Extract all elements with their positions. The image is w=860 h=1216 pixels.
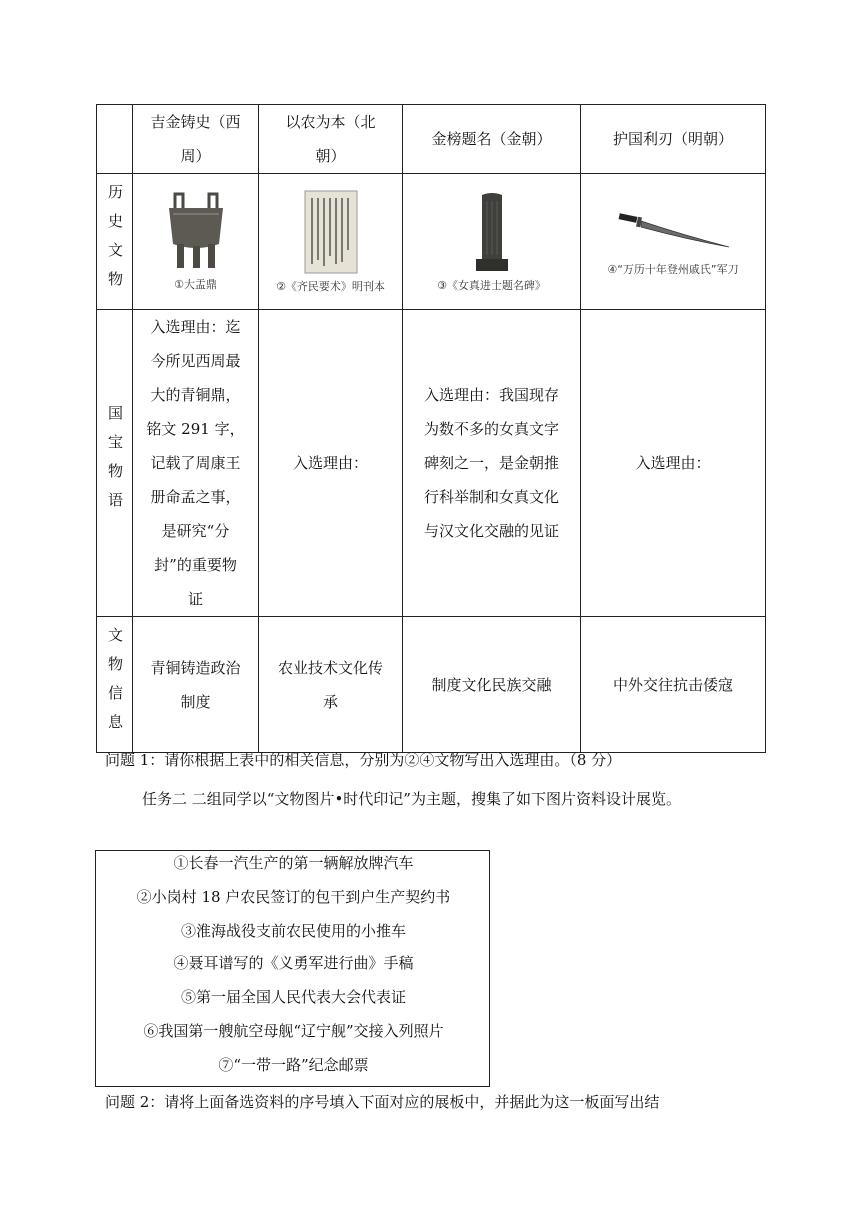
story-text-1: [139, 310, 252, 616]
row-label-story: 国宝物语: [97, 310, 133, 617]
materials-box: [95, 850, 490, 1087]
artifact-caption: ①大盂鼎: [174, 277, 217, 291]
info-cell-4: 中外交往抗击倭寇: [581, 617, 766, 753]
story-cell-2: 入选理由：: [259, 310, 403, 617]
question-2: 问题 2：请将上面备选资料的序号填入下面对应的展板中，并据此为这一板面写出结: [105, 1093, 660, 1111]
material-item: ④聂耳谱写的《义勇军进行曲》手稿: [173, 954, 414, 972]
book-icon: [304, 190, 358, 274]
story-line: 碑刻之一，是金朝推: [423, 454, 559, 472]
material-item: ①长春一汽生产的第一辆解放牌汽车: [173, 854, 414, 872]
artifact-cell-4: [581, 174, 766, 310]
table-row-info: [97, 617, 766, 753]
story-cell-1: [133, 310, 259, 617]
info-cell-2: 农业技术文化传 承: [259, 617, 403, 753]
table-row-artifacts: [97, 174, 766, 310]
story-line: 证: [187, 590, 203, 608]
material-item: ⑥我国第一艘航空母舰“辽宁舰”交接入列照片: [143, 1022, 444, 1040]
material-item: ③淮海战役支前农民使用的小推车: [180, 922, 406, 940]
story-line: 入选理由：我国现存: [423, 386, 559, 404]
story-line: 与汉文化交融的见证: [423, 522, 559, 540]
story-cell-4: 入选理由：: [581, 310, 766, 617]
story-line: 为数不多的女真文字: [423, 420, 559, 438]
story-line: 册命孟之事，: [150, 488, 241, 506]
story-line: 今所见西周最: [150, 352, 241, 370]
artifact-caption: ④“万历十年登州戚氏”军刀: [607, 262, 739, 276]
story-line: 入选理由：迄: [150, 318, 241, 336]
story-line: 记载了周康王: [150, 454, 241, 472]
material-item: ②小岗村 18 户农民签订的包干到户生产契约书: [136, 888, 451, 906]
story-line: 是研究“分: [161, 522, 230, 540]
header-col-3: 金榜题名（金朝）: [403, 105, 581, 174]
info-cell-3: 制度文化民族交融: [403, 617, 581, 753]
row-label-info: 文物信息: [97, 617, 133, 753]
artifact-caption: ②《齐民要术》明刊本: [276, 279, 385, 293]
info-cell-1: 青铜铸造政治 制度: [133, 617, 259, 753]
table-row-story: [97, 310, 766, 617]
ding-icon: [161, 192, 231, 272]
story-line: 铭文 291 字，: [146, 420, 245, 438]
header-col-4: 护国利刃（明朝）: [581, 105, 766, 174]
stele-icon: [472, 191, 512, 273]
artifact-cell-3: [403, 174, 581, 310]
story-line: 封”的重要物: [154, 556, 237, 574]
material-item: ⑤第一届全国人民代表大会代表证: [180, 988, 406, 1006]
row-label-artifacts: 历史文物: [97, 174, 133, 310]
material-item: ⑦“一带一路”纪念邮票: [218, 1056, 369, 1074]
task-2-paragraph: 任务二 二组同学以“文物图片•时代印记”为主题，搜集了如下图片资料设计展览。: [142, 790, 681, 808]
sword-icon: [613, 207, 733, 257]
artifact-caption: ③《女真进士题名碑》: [437, 278, 546, 292]
table-header-row: [97, 105, 766, 174]
story-line: 大的青铜鼎，: [150, 386, 241, 404]
story-text-3: [424, 378, 559, 548]
artifact-cell-1: [133, 174, 259, 310]
artifact-cell-2: [259, 174, 403, 310]
story-cell-3: [403, 310, 581, 617]
header-empty-cell: [97, 105, 133, 174]
header-col-1: 吉金铸史（西 周）: [133, 105, 259, 174]
header-col-2: 以农为本（北 朝）: [259, 105, 403, 174]
story-line: 行科举制和女真文化: [423, 488, 559, 506]
artifact-table: [96, 104, 766, 753]
question-1: 问题 1：请你根据上表中的相关信息，分别为②④文物写出入选理由。（8 分）: [105, 751, 622, 769]
